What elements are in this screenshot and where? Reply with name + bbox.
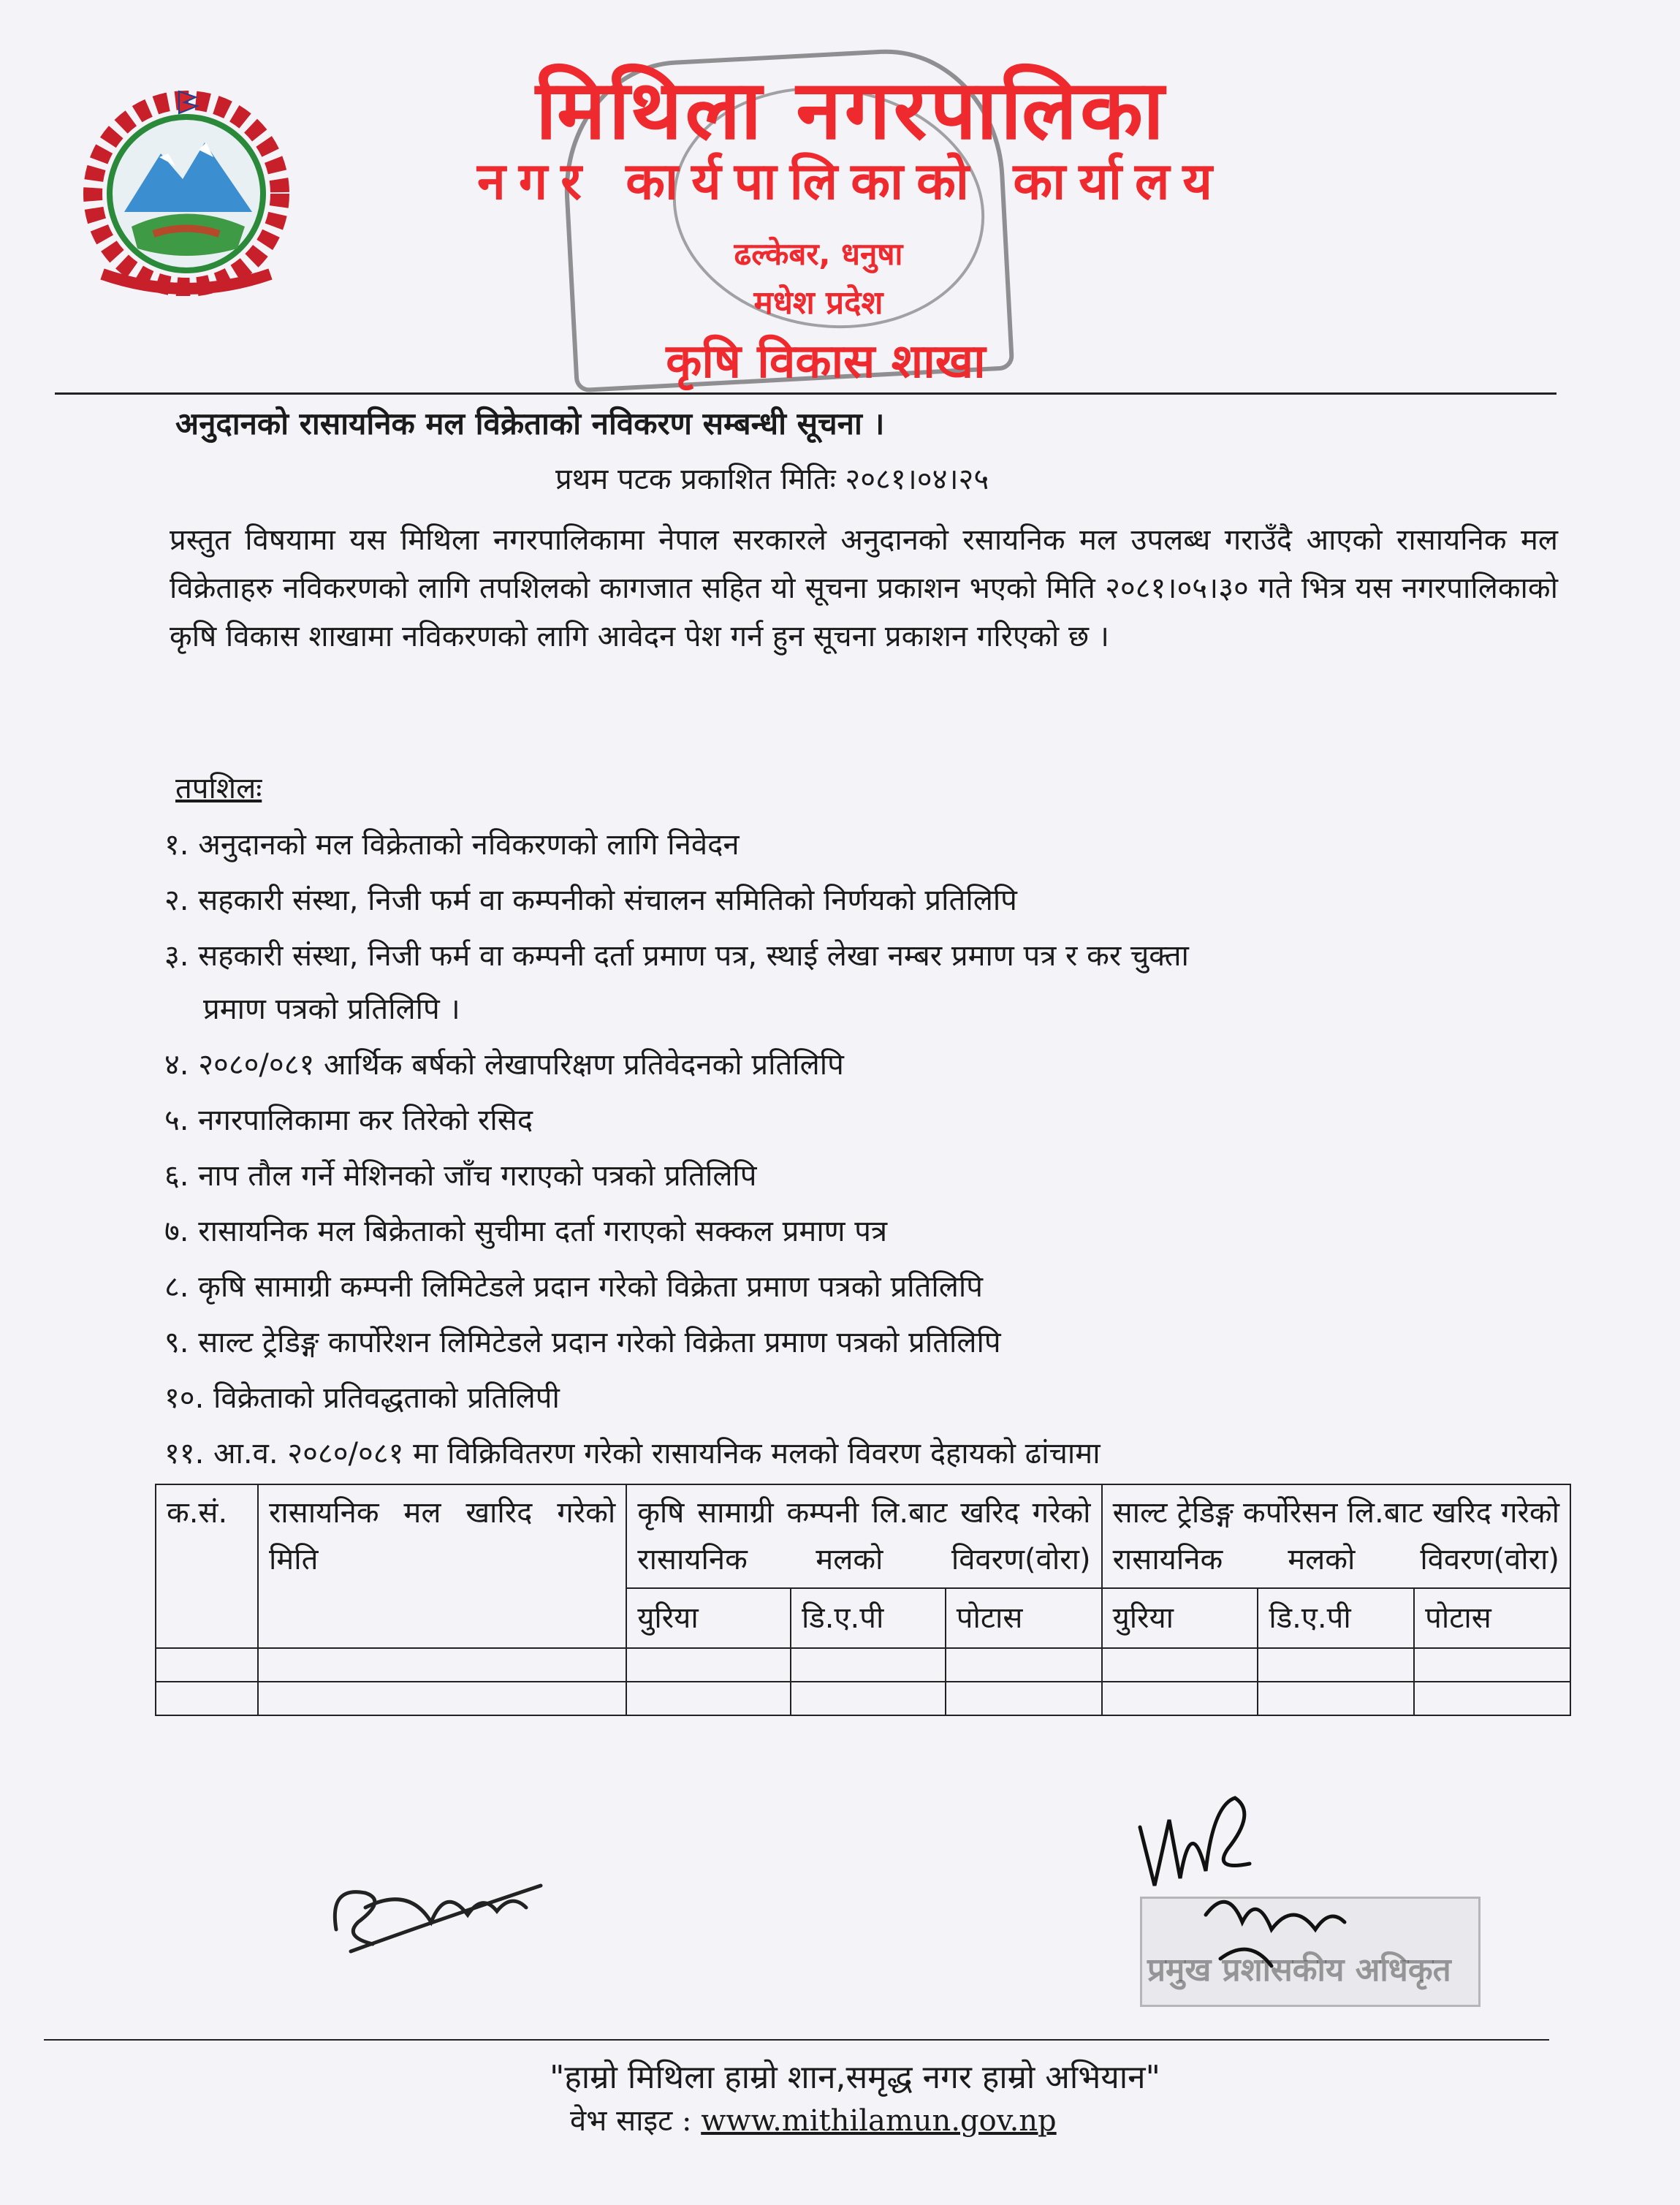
website-row — [570, 2103, 1057, 2138]
notice-body: प्रस्तुत विषयामा यस मिथिला नगरपालिकामा नेपाल सरकारले अनुदानको रसायनिक मल उपलब्ध गराउँदै आएको रासायनिक मल विक्रेताहरु नविकरणको लागि तपशिलको कागजात सहित यो सूचना प्रकाशन भएको मिति २०८१।०५।३० गते भित्र यस नगरपालिकाको कृषि विकास शाखामा नविकरणको लागि आवेदन पेश गर्न हुन सूचना प्रकाशन गरिएको छ । — [170, 523, 1558, 653]
subheader-urea: युरिया — [626, 1588, 791, 1648]
signature-right — [1125, 1783, 1359, 1981]
fertilizer-details-table — [155, 1484, 1571, 1716]
website-label: वेभ साइट : — [570, 2104, 692, 2138]
notice-subject: अनुदानको रासायनिक मल विक्रेताको नविकरण सम्बन्धी सूचना । — [175, 406, 885, 441]
header-serial: क.सं. — [156, 1484, 258, 1648]
table-row — [156, 1682, 1570, 1715]
subheader-dap: डि.ए.पी — [1258, 1588, 1414, 1648]
header-group-krishi: कृषि सामाग्री कम्पनी लि.बाट खरिद गरेको रासायनिक मलको विवरण(वोरा) — [626, 1484, 1101, 1588]
address-line1: ढल्केबर, धनुषा — [734, 236, 903, 272]
list-item: प्रमाण पत्रको प्रतिलिपि । — [203, 993, 460, 1026]
list-item: ८. कृषि सामाग्री कम्पनी लिमिटेडले प्रदान गरेको विक्रेता प्रमाण पत्रको प्रतिलिपि — [164, 1270, 983, 1304]
list-item: ३. सहकारी संस्था, निजी फर्म वा कम्पनी दर्ता प्रमाण पत्र, स्थाई लेखा नम्बर प्रमाण पत्र र कर चुक्ता — [164, 939, 1189, 973]
list-item: ११. आ.व. २०८०/०८१ मा विक्रिवितरण गरेको रासायनिक मलको विवरण देहायको ढांचामा — [164, 1437, 1101, 1470]
list-item: १. अनुदानको मल विक्रेताको नविकरणको लागि निवेदन — [164, 828, 740, 862]
list-item: २. सहकारी संस्था, निजी फर्म वा कम्पनीको संचालन समितिको निर्णयको प्रतिलिपि — [164, 884, 1017, 917]
subheader-potash: पोटास — [1414, 1588, 1570, 1648]
list-item: ५. नगरपालिकामा कर तिरेको रसिद — [164, 1104, 533, 1137]
footer-divider — [44, 2039, 1549, 2041]
header-group-salt: साल्ट ट्रेडिङ्ग कर्पोरेसन लि.बाट खरिद गरेको रासायनिक मलको विवरण(वोरा) — [1102, 1484, 1570, 1588]
table-row — [156, 1648, 1570, 1682]
municipality-title: मिथिला नगरपालिका — [535, 63, 1168, 158]
office-title: नगर कार्यपालिकाको कार्यालय — [476, 151, 1226, 211]
details-heading: तपशिलः — [175, 772, 262, 805]
signature-left — [322, 1842, 555, 1959]
list-item: ९. साल्ट ट्रेडिङ्ग कार्पोरेशन लिमिटेडले प्रदान गरेको विक्रेता प्रमाण पत्रको प्रतिलिपि — [164, 1326, 1001, 1359]
list-item: ७. रासायनिक मल बिक्रेताको सुचीमा दर्ता गराएको सक्कल प्रमाण पत्र — [164, 1215, 888, 1248]
footer-slogan: "हाम्रो मिथिला हाम्रो शान,समृद्ध नगर हाम्रो अभियान" — [550, 2059, 1160, 2096]
address-line2: मधेश प्रदेश — [753, 284, 883, 322]
list-item: ६. नाप तौल गर्ने मेशिनको जाँच गराएको पत्रको प्रतिलिपि — [164, 1159, 757, 1193]
list-item: १०. विक्रेताको प्रतिवद्धताको प्रतिलिपी — [164, 1381, 560, 1415]
branch-name: कृषि विकास शाखा — [666, 335, 986, 389]
officer-title: प्रमुख प्रशासकीय अधिकृत — [1147, 1951, 1451, 1989]
list-item: ४. २०८०/०८१ आर्थिक बर्षको लेखापरिक्षण प्रतिवेदनको प्रतिलिपि — [164, 1048, 844, 1082]
subheader-potash: पोटास — [946, 1588, 1102, 1648]
subheader-urea: युरिया — [1102, 1588, 1258, 1648]
header-purchase-date: रासायनिक मल खारिद गरेको मिति — [258, 1484, 626, 1648]
nepal-emblem-icon — [73, 84, 300, 296]
header-divider — [55, 392, 1557, 395]
published-date: प्रथम पटक प्रकाशित मितिः २०८१।०४।२५ — [555, 463, 989, 496]
website-link[interactable]: www.mithilamun.gov.np — [701, 2104, 1057, 2138]
subheader-dap: डि.ए.पी — [791, 1588, 946, 1648]
